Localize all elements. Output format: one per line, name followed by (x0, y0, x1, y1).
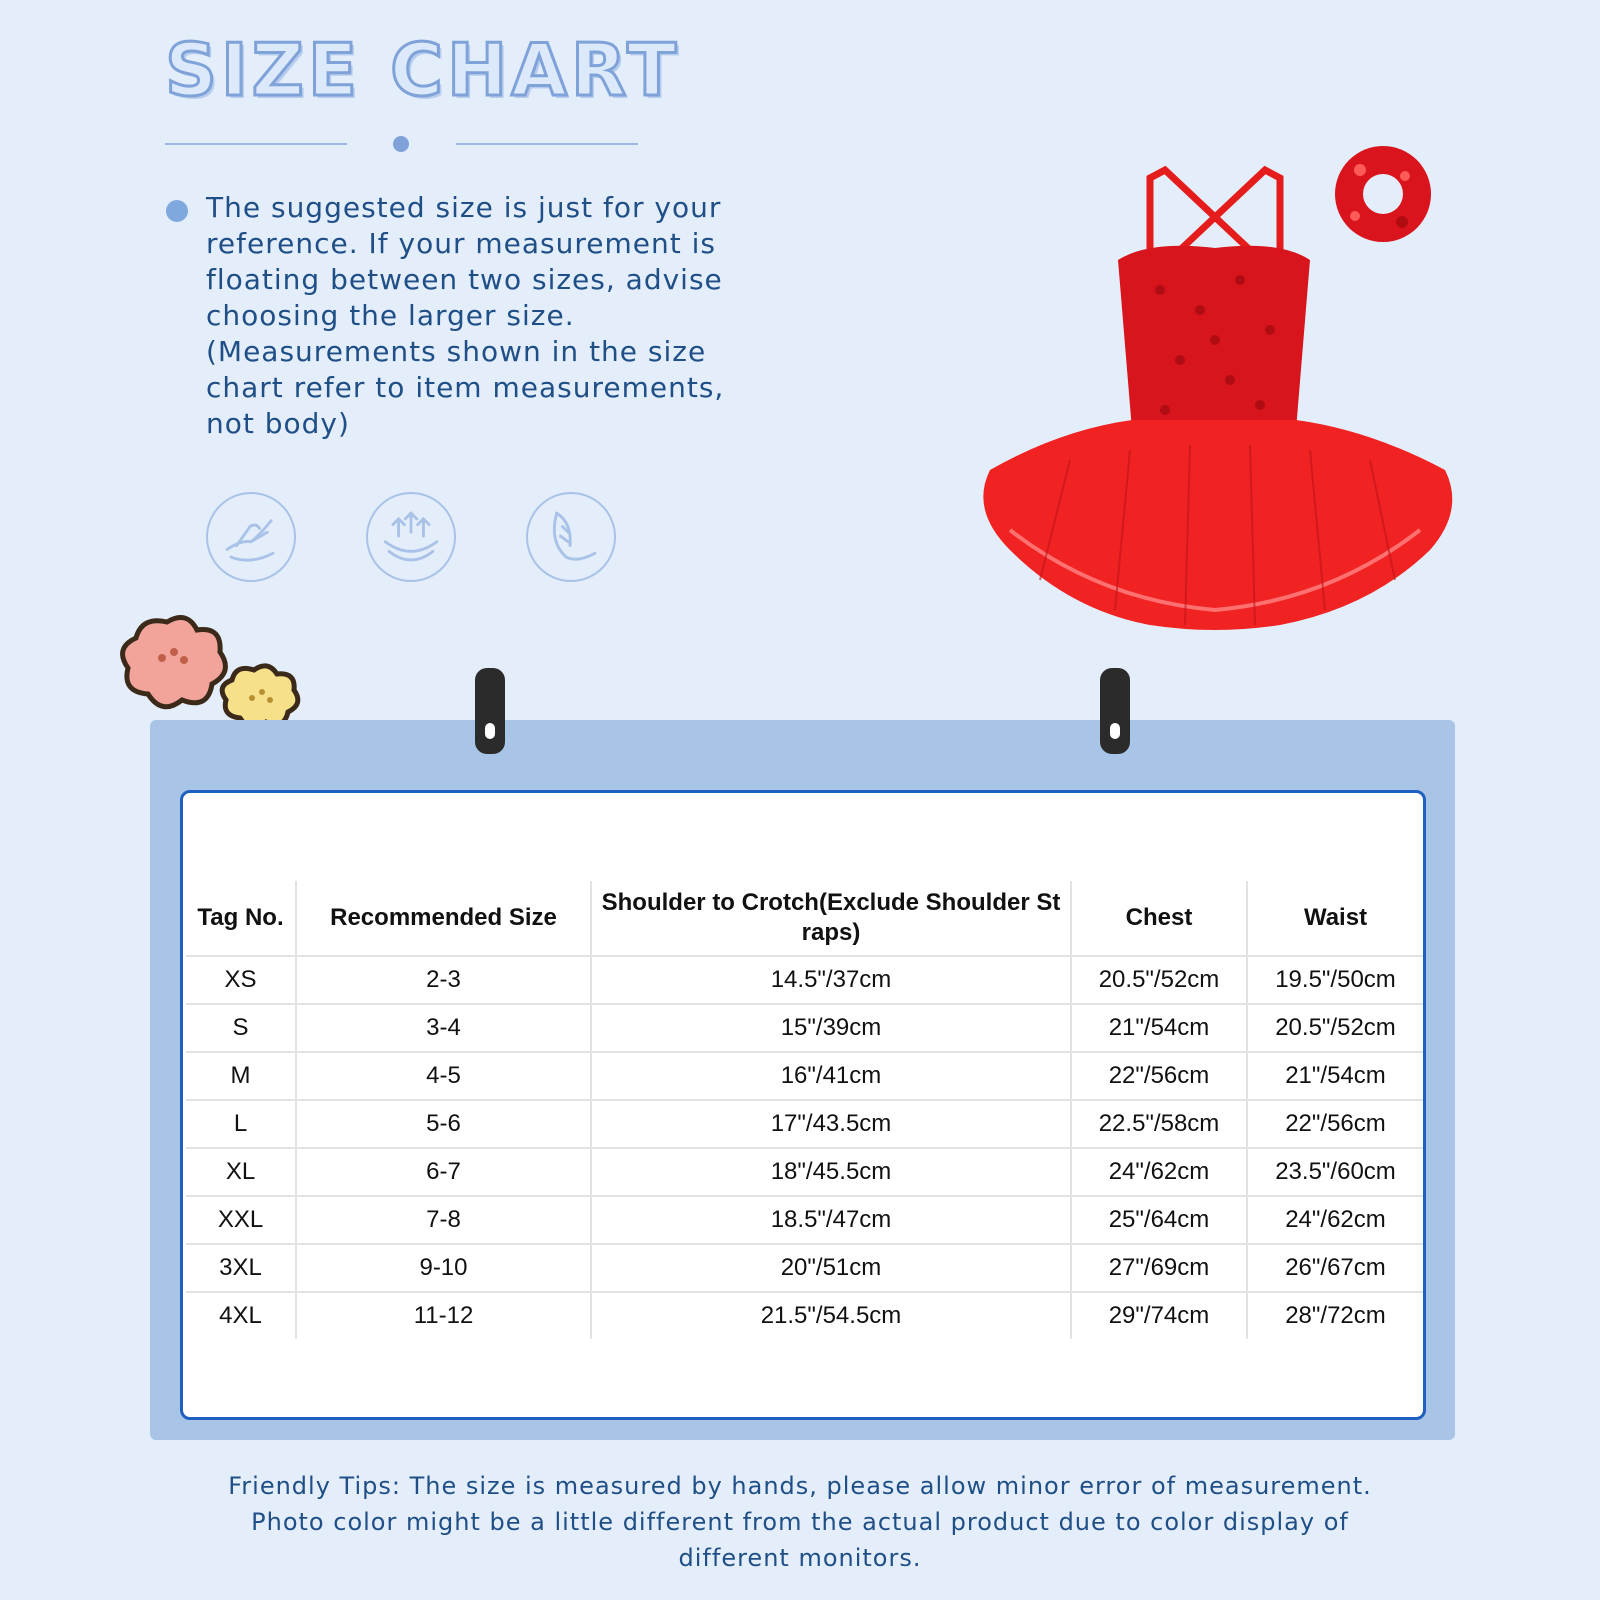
cell-shoulder: 21.5"/54.5cm (591, 1292, 1071, 1339)
cell-size: 3-4 (296, 1004, 591, 1052)
table-row (186, 1100, 1423, 1148)
cell-chest: 20.5"/52cm (1071, 956, 1247, 1004)
header-tag-no: Tag No. (186, 881, 296, 956)
size-note: The suggested size is just for your reference. If your measurement is floating between two sizes, advise choosing the larger size. (Measurements shown in the size chart refer to item measurements, not body) (206, 191, 725, 440)
cell-chest: 21"/54cm (1071, 1004, 1247, 1052)
cell-size: 9-10 (296, 1244, 591, 1292)
cell-waist: 24"/62cm (1247, 1196, 1423, 1244)
binder-clip-left (475, 668, 505, 754)
cell-waist: 23.5"/60cm (1247, 1148, 1423, 1196)
stretch-arrows-icon (366, 492, 456, 582)
header-chest: Chest (1071, 881, 1247, 956)
cell-tag: XXL (186, 1196, 296, 1244)
header-waist: Waist (1247, 881, 1423, 956)
cell-tag: 4XL (186, 1292, 296, 1339)
divider-dot (393, 136, 409, 152)
cell-shoulder: 15"/39cm (591, 1004, 1071, 1052)
cell-tag: XL (186, 1148, 296, 1196)
table-row (186, 1244, 1423, 1292)
cell-shoulder: 20"/51cm (591, 1244, 1071, 1292)
cell-waist: 22"/56cm (1247, 1100, 1423, 1148)
size-table-card (180, 790, 1426, 1420)
cell-tag: 3XL (186, 1244, 296, 1292)
cell-size: 5-6 (296, 1100, 591, 1148)
cell-shoulder: 17"/43.5cm (591, 1100, 1071, 1148)
cell-chest: 29"/74cm (1071, 1292, 1247, 1339)
bullet-icon (166, 200, 188, 222)
cell-tag: L (186, 1100, 296, 1148)
header-recommended-size: Recommended Size (296, 881, 591, 956)
table-row (186, 1052, 1423, 1100)
cell-size: 4-5 (296, 1052, 591, 1100)
table-row (186, 1004, 1423, 1052)
cell-chest: 22"/56cm (1071, 1052, 1247, 1100)
lightweight-feather-icon (526, 492, 616, 582)
cell-tag: M (186, 1052, 296, 1100)
cell-waist: 28"/72cm (1285, 1302, 1386, 1329)
table-row (186, 1148, 1423, 1196)
cell-waist: 21"/54cm (1247, 1052, 1423, 1100)
table-row (186, 956, 1423, 1004)
friendly-tips: Friendly Tips: The size is measured by hands, please allow minor error of measurement. Photo color might be a little different from the actual product due to color display of different monitors. (228, 1472, 1372, 1572)
cell-waist: 20.5"/52cm (1247, 1004, 1423, 1052)
cell-waist: 19.5"/50cm (1247, 956, 1423, 1004)
cell-size: 2-3 (296, 956, 591, 1004)
binder-clip-right (1100, 668, 1130, 754)
cell-size: 7-8 (296, 1196, 591, 1244)
cell-chest: 22.5"/58cm (1071, 1100, 1247, 1148)
cell-chest: 27"/69cm (1071, 1244, 1247, 1292)
divider-right (456, 143, 638, 145)
cell-size: 6-7 (296, 1148, 591, 1196)
cell-chest: 25"/64cm (1071, 1196, 1247, 1244)
cell-size: 11-12 (296, 1292, 591, 1339)
cell-tag: S (186, 1004, 296, 1052)
cell-shoulder: 16"/41cm (591, 1052, 1071, 1100)
page-title: SIZE CHART (165, 28, 681, 112)
cell-shoulder: 14.5"/37cm (591, 956, 1071, 1004)
header-shoulder-to-crotch: Shoulder to Crotch(Exclude Shoulder St raps) (591, 881, 1071, 956)
cell-waist: 26"/67cm (1247, 1244, 1423, 1292)
cell-chest: 24"/62cm (1071, 1148, 1247, 1196)
size-table (186, 881, 1423, 1339)
cell-shoulder: 18.5"/47cm (591, 1196, 1071, 1244)
cell-tag: XS (186, 956, 296, 1004)
table-row (186, 1196, 1423, 1244)
product-tutu-dress-image (950, 130, 1480, 650)
divider-left (165, 143, 347, 145)
table-header-row (186, 881, 1423, 956)
table-row (186, 1292, 1423, 1339)
cell-shoulder: 18"/45.5cm (591, 1148, 1071, 1196)
soft-touch-hand-icon (206, 492, 296, 582)
